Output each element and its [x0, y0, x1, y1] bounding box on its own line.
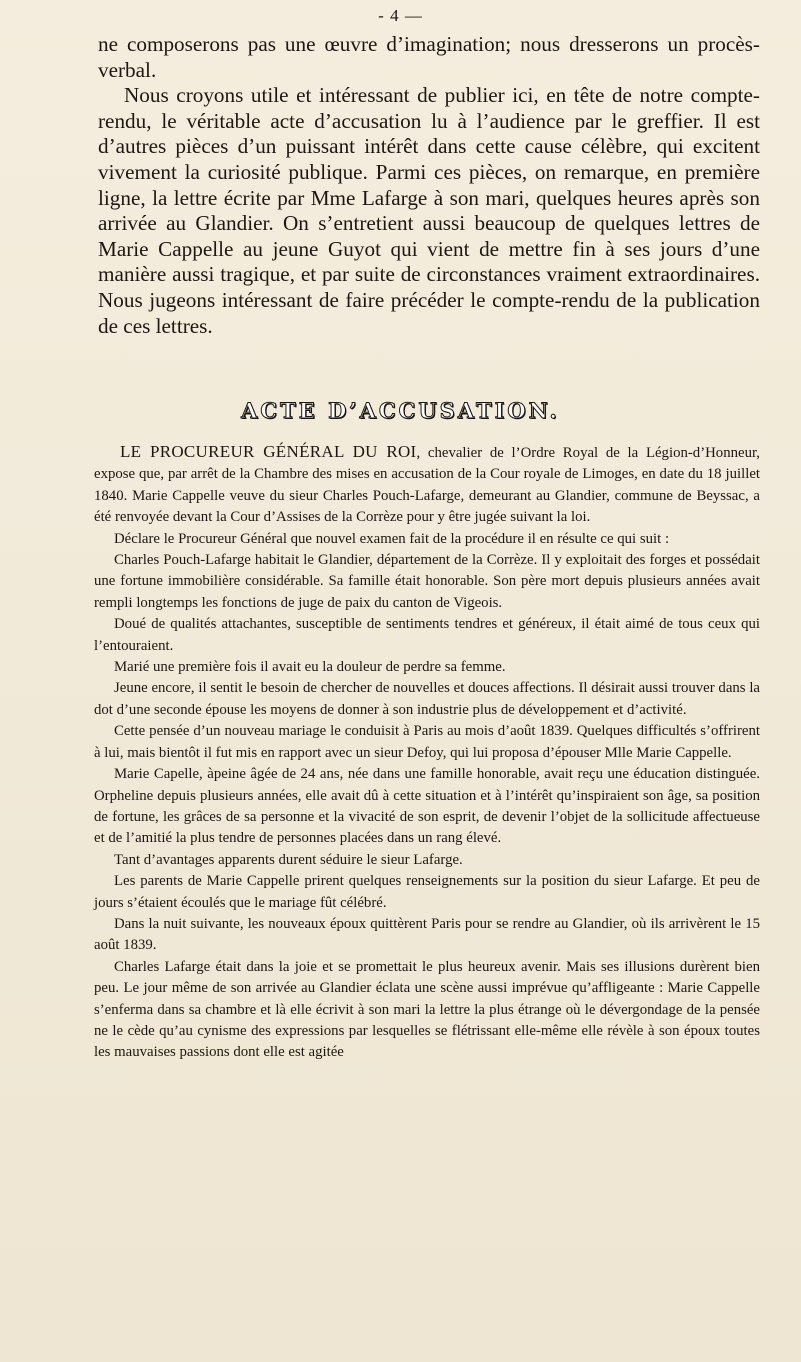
act-paragraph: Tant d’avantages apparents durent séduire le sieur Lafarge. [114, 851, 463, 868]
intro-text [98, 32, 760, 339]
intro-paragraph: ne composerons pas une œuvre d’imagination; nous dresserons un procès-verbal. [98, 32, 760, 82]
intro-paragraph: Nous croyons utile et intéressant de publier ici, en tête de notre compte-rendu, le véritable acte d’accusation lu à l’audience par le greffier. Il est d’autres pièces d’un puissant intérêt dans cette cause célèbre, qui excitent vivement la curiosité publique. Parmi ces pièces, on remarque, en première ligne, la lettre écrite par Mme Lafarge à son mari, quelques heures après son arrivée au Glandier. On s’entretient aussi beaucoup de quelques lettres de Marie Cappelle au jeune Guyot qui vient de mettre fin à ses jours d’une manière aussi tragique, et par suite de circonstances vraiment extraordinaires. Nous jugeons intéressant de faire précéder le compte-rendu de la publication de ces lettres. [98, 83, 760, 338]
act-paragraph: Déclare le Procureur Général que nouvel examen fait de la procédure il en résulte ce qui suit : [114, 530, 670, 547]
act-lead-rest: , chevalier de l’Ordre Royal de la Légion-d’Honneur, expose que, par arrêt de la Chambre des mises en accusation de la Cour royale de Limoges, en date du 18 juillet 1840. Marie Cappelle veuve du sieur Charles Pouch-Lafarge, demeurant au Glandier, commune de Beyssac, a été renvoyée devant la Cour d’Assises de la Corrèze pour y être jugée suivant la loi. [94, 445, 760, 526]
act-paragraph: Cette pensée d’un nouveau mariage le conduisit à Paris au mois d’août 1839. Quelques difficultés s’offrirent à lui, mais bientôt il fut mis en rapport avec un sieur Defoy, qui lui proposa d’épouser Mlle Marie Cappelle. [94, 723, 760, 761]
act-paragraph: Charles Pouch-Lafarge habitait le Glandier, département de la Corrèze. Il y exploitait des forges et possédait une fortune immobilière considérable. Sa famille était honorable. Son père mort depuis plusieurs années avait rempli longtemps les fonctions de juge de paix du canton de Vigeois. [94, 552, 760, 611]
indictment-text [94, 441, 760, 1064]
act-paragraph: Marié une première fois il avait eu la douleur de perdre sa femme. [114, 659, 506, 676]
act-paragraph: Les parents de Marie Cappelle prirent quelques renseignements sur la position du sieur Lafarge. Et peu de jours s’étaient écoulés que le mariage fût célébré. [94, 873, 760, 911]
act-paragraph [94, 441, 760, 529]
act-paragraph: Charles Lafarge était dans la joie et se promettait le plus heureux avenir. Mais ses illusions durèrent bien peu. Le jour même de son arrivée au Glandier éclata une scène aussi imprévue qu’affligeante : Marie Cappelle s’enferma dans sa chambre et là elle écrivit à son mari la lettre la plus étrange où le dévergondage de la pensée ne le cède qu’au cynisme des expressions par lesquelles se flétrissant elle-même elle révèle à son époux toutes les mauvaises passions dont elle est agitée [94, 958, 760, 1061]
act-paragraph: Marie Capelle, àpeine âgée de 24 ans, née dans une famille honorable, avait reçu une éducation distinguée. Orpheline depuis plusieurs années, elle avait dû à cette situation et à l’intérêt qu’inspiraient son âge, sa position de fortune, les grâces de sa personne et la vivacité de son esprit, de devenir l’objet de la sollicitude affectueuse et de l’amitié la plus tendre de personnes placées dans un rang élevé. [94, 766, 760, 847]
act-paragraph: Dans la nuit suivante, les nouveaux époux quittèrent Paris pour se rendre au Glandier, où ils arrivèrent le 15 août 1839. [94, 915, 760, 954]
act-paragraph: Jeune encore, il sentit le besoin de chercher de nouvelles et douces affections. Il désirait aussi trouver dans la dot d’une seconde épouse les moyens de donner à son industrie plus de développement et d’activité. [94, 680, 760, 718]
section-heading: ACTE D’ACCUSATION. [241, 398, 560, 423]
act-paragraph: Doué de qualités attachantes, susceptible de sentiments tendres et généreux, il était aimé de tous ceux qui l’entouraient. [94, 616, 760, 654]
page-number: - 4 — [378, 6, 423, 25]
act-lead: LE PROCUREUR GÉNÉRAL DU ROI [120, 442, 417, 461]
